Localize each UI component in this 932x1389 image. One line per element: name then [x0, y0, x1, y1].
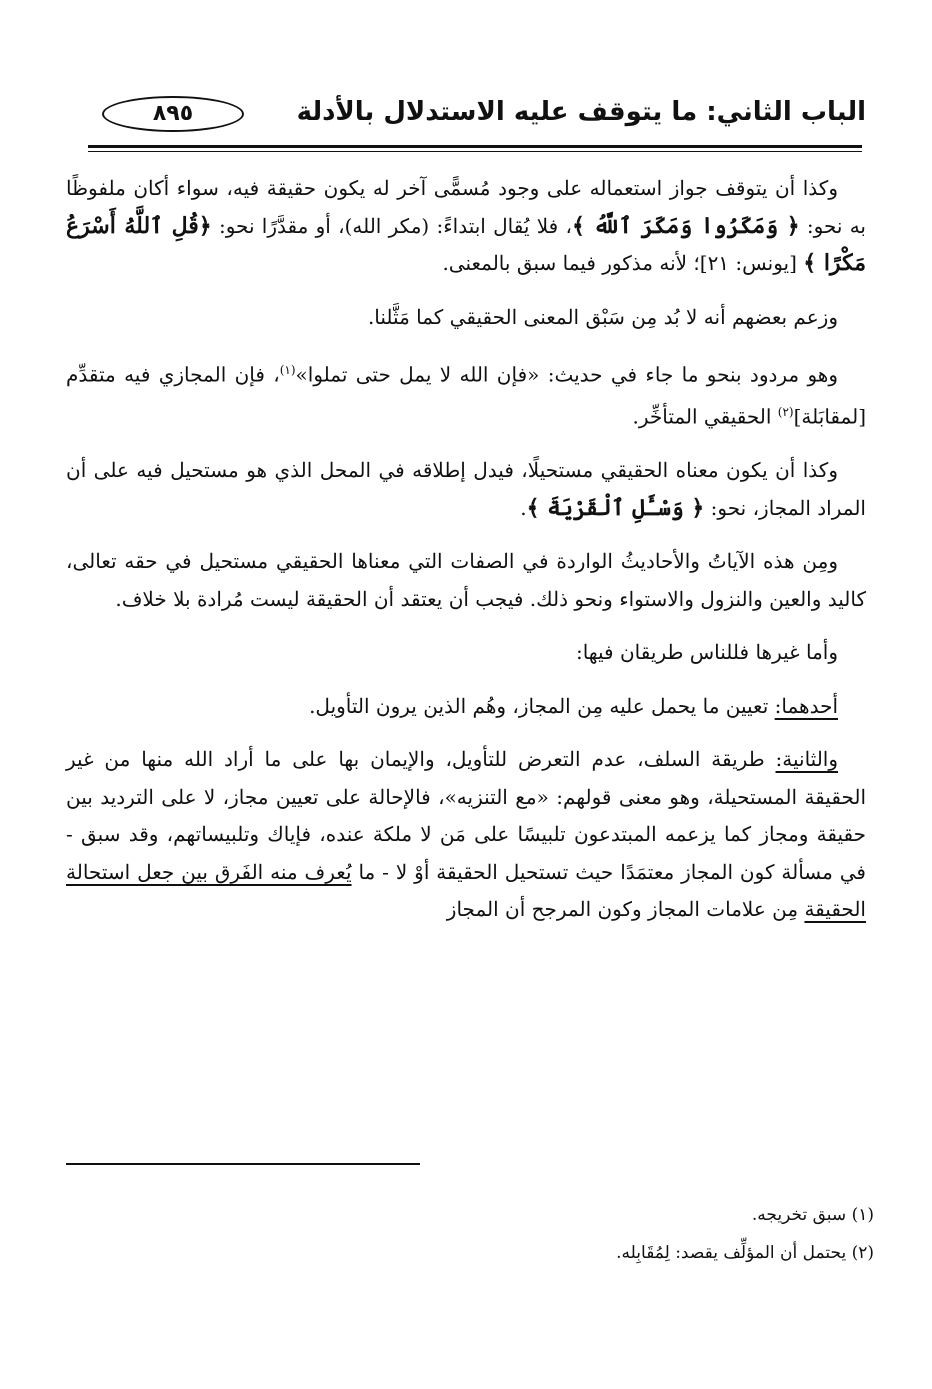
- paragraph-1: [66, 170, 866, 283]
- paragraph-5: ومِن هذه الآياتُ والأحاديثُ الواردة في الصفات التي معناها الحقيقي مستحيل في حقه تعالى، كاليد والعين والنزول والاستواء ونحو ذلك. فيجب أن يعتقد أن الحقيقة ليست مُرادة بلا خلاف.: [66, 549, 866, 611]
- running-title: الباب الثاني: ما يتوقف عليه الاستدلال بالأدلة: [296, 97, 866, 127]
- header-rule-thin: [88, 151, 862, 152]
- quran-verse-2: ﴿قُلِ ٱللَّهُ أَسْرَعُ مَكْرًا ﴾: [66, 212, 866, 276]
- paragraph-8-text-a: طريقة السلف، عدم التعرض للتأويل، والإيمان بها على ما أراد الله منها من غير الحقيقة المستحيلة، وهو معنى قولهم: «مع التنزيه»، فالإحالة على تعيين مجاز، لا على الترديد بين حقيقة ومجاز كما يزعمه المبتدعون تلبيسًا على مَن لا ملكة عنده، فإياك وتلبيساتهم، وقد سبق - في مسألة كون المجاز معتمَدًا حيث تستحيل الحقيقة أوْ لا - ما: [66, 747, 867, 884]
- page-header: [66, 92, 866, 138]
- page-number-badge: ٨٩٥: [102, 96, 244, 132]
- paragraph-8: [66, 741, 866, 929]
- paragraph-6: وأما غيرها فللناس طريقان فيها:: [575, 640, 838, 665]
- footnote-ref-1: (١): [279, 363, 296, 377]
- paragraph-3: [66, 352, 866, 436]
- paragraph-7: [66, 688, 866, 726]
- paragraph-4-text-b: .: [520, 495, 527, 520]
- paragraph-3-text-a: وهو مردود بنحو ما جاء في حديث: «فإن الله لا يمل حتى تملوا»: [295, 362, 838, 387]
- footnote-ref-2: (٢): [777, 405, 794, 420]
- main-text: [66, 170, 866, 945]
- footnote-separator: [66, 1163, 420, 1165]
- quran-verse-1: ﴿ وَمَكَرُوا وَمَكَرَ ٱللَّهُ ﴾: [571, 212, 800, 239]
- paragraph-8-label: والثانية:: [775, 747, 838, 772]
- paragraph-3-text-c: الحقيقي المتأخِّر.: [632, 404, 778, 429]
- footnotes: [66, 1196, 874, 1272]
- paragraph-4: [66, 452, 866, 527]
- footnote-1: (١) سبق تخريجه.: [751, 1205, 874, 1225]
- paragraph-7-text: تعيين ما يحمل عليه مِن المجاز، وهُم الذين يرون التأويل.: [309, 693, 775, 718]
- paragraph-1-text-a: وكذا أن يتوقف جواز استعماله على وجود مُسمًّى آخر له يكون حقيقة فيه، سواء أكان ملفوظًا به نحو:: [66, 176, 866, 238]
- paragraph-8-underlined: يُعرف منه الفَرق بين جعل استحالة الحقيقة: [66, 859, 866, 922]
- paragraph-7-label: أحدهما:: [774, 693, 838, 718]
- header-rule-thick: [88, 145, 862, 148]
- paragraph-4-text-a: وكذا أن يكون معناه الحقيقي مستحيلًا، فيدل إطلاقه في المحل الذي هو مستحيل فيه على أن المراد المجاز، نحو:: [66, 458, 866, 520]
- paragraph-1-text-c: [يونس: ٢١]؛ لأنه مذكور فيما سبق بالمعنى.: [442, 251, 804, 275]
- paragraph-1-text-b: ، فلا يُقال ابتداءً: (مكر الله)، أو مقدَّرًا نحو:: [211, 213, 572, 238]
- paragraph-3-text-b: ، فإن المجازي فيه متقدِّم [لمقابَلة]: [66, 362, 866, 429]
- paragraph-2: وزعم بعضهم أنه لا بُد مِن سَبْق المعنى الحقيقي كما مَثَّلنا.: [367, 304, 838, 329]
- paragraph-8-text-b: مِن علامات المجاز وكون المرجح أن المجاز: [446, 897, 805, 922]
- quran-verse-3: ﴿ وَسْـَٔلِ ٱلْقَرْيَةَ ﴾: [526, 494, 705, 521]
- footnote-2: (٢) يحتمل أن المؤلِّف يقصد: لِمُقَابِله.: [616, 1243, 874, 1263]
